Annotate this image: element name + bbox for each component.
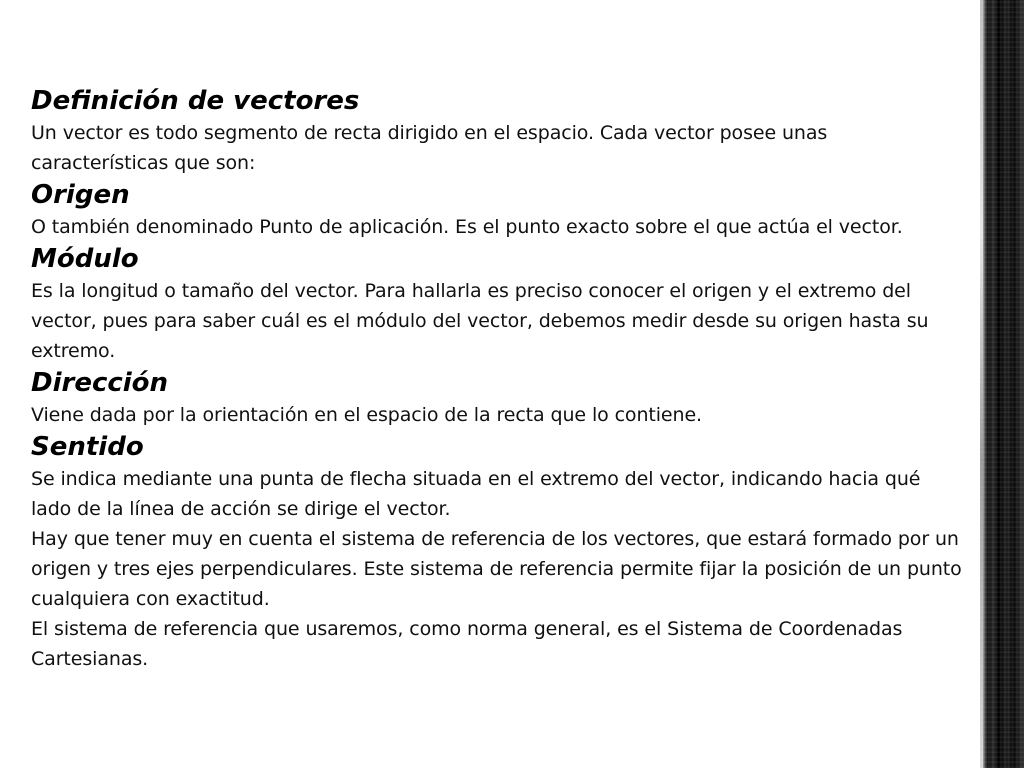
heading-modulo: Módulo bbox=[31, 244, 139, 274]
paragraph-coordenadas-cartesianas: El sistema de referencia que usaremos, como norma general, es el Sistema de Coordenadas Cartesianas. bbox=[31, 618, 903, 670]
heading-sentido: Sentido bbox=[31, 432, 144, 462]
decorative-side-strip bbox=[976, 0, 1024, 768]
paragraph-sistema-referencia: Hay que tener muy en cuenta el sistema de referencia de los vectores, que estará formado por un origen y tres ejes perpendiculares. Este sistema de referencia permite fijar la posición de un punto cualquiera con exactitud. bbox=[31, 528, 962, 610]
paragraph-definicion: Un vector es todo segmento de recta dirigido en el espacio. Cada vector posee unas características que son: bbox=[31, 122, 828, 174]
paragraph-sentido: Se indica mediante una punta de flecha situada en el extremo del vector, indicando hacia qué lado de la línea de acción se dirige el vector. bbox=[31, 468, 921, 520]
paragraph-direccion: Viene dada por la orientación en el espacio de la recta que lo contiene. bbox=[31, 404, 702, 426]
paragraph-modulo: Es la longitud o tamaño del vector. Para hallarla es preciso conocer el origen y el extremo del vector, pues para saber cuál es el módulo del vector, debemos medir desde su origen hasta su extremo. bbox=[31, 280, 929, 362]
paragraph-origen: O también denominado Punto de aplicación. Es el punto exacto sobre el que actúa el vector. bbox=[31, 216, 903, 238]
slide-content bbox=[31, 84, 966, 674]
strip-texture bbox=[976, 0, 1024, 768]
heading-direccion: Dirección bbox=[31, 368, 169, 398]
heading-definicion-de-vectores: Definición de vectores bbox=[31, 86, 360, 116]
heading-origen: Origen bbox=[31, 180, 130, 210]
